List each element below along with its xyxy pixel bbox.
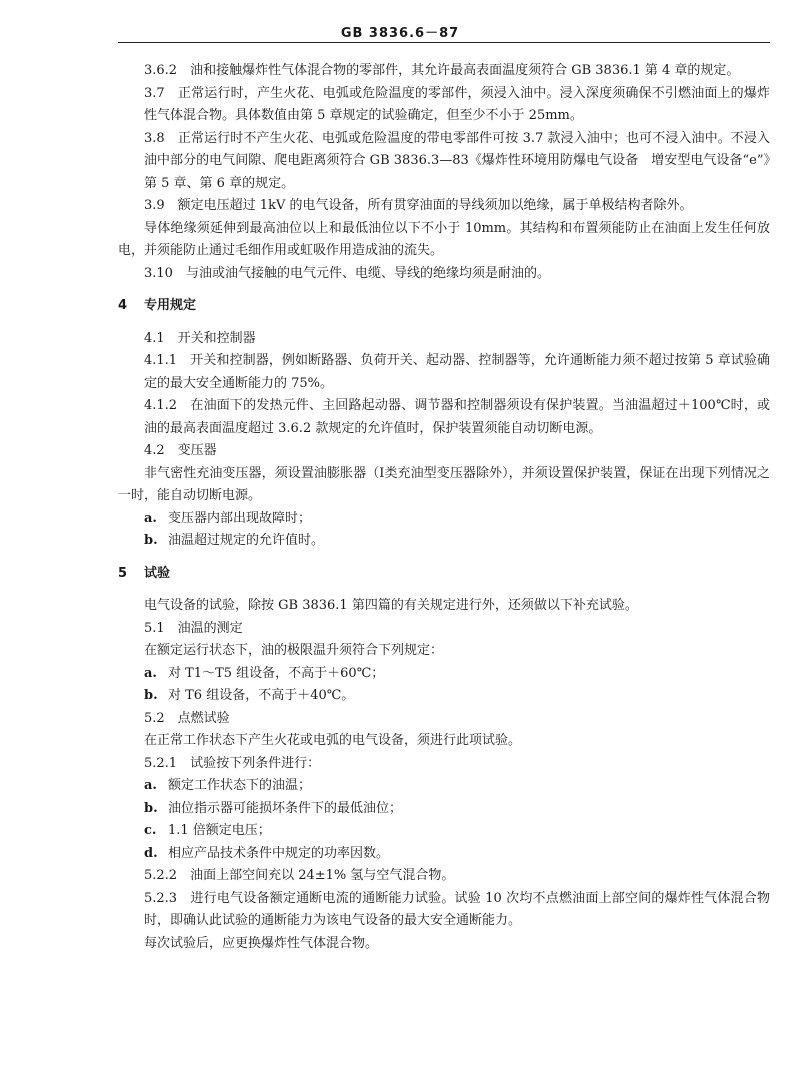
section-4-heading	[118, 295, 770, 318]
clause-4-1-2: 4.1.2 在油面下的发热元件、主回路起动器、调节器和控制器须设有保护装置。当油温超过＋100℃时，或油的最高表面温度超过 3.6.2 款规定的允许值时，保护装置须能自动切断电源。	[144, 398, 770, 436]
list-item-text: 对 T6 组设备，不高于＋40℃。	[168, 688, 355, 703]
clause-4-1-1: 4.1.1 开关和控制器，例如断路器、负荷开关、起动器、控制器等，允许通断能力须不超过按第 5 章试验确定的最大安全通断能力的 75%。	[144, 353, 770, 391]
list-item	[118, 820, 770, 843]
list-item-text: 相应产品技术条件中规定的功率因数。	[168, 845, 390, 861]
list-item	[118, 508, 770, 531]
list-item-text: 变压器内部出现故障时；	[168, 510, 312, 526]
section-5-title: 试验	[144, 565, 171, 581]
list-item	[118, 843, 770, 866]
list-item-text: 额定工作状态下的油温；	[168, 778, 312, 793]
list-item-text: 油温超过规定的允许值时。	[168, 533, 325, 548]
section-5-number: 5	[118, 565, 128, 581]
clause-3-7: 3.7 正常运行时，产生火花、电弧或危险温度的零部件，须浸入油中。浸入深度须确保不引燃油面上的爆炸性气体混合物。具体数值由第 5 章规定的试验确定，但至少不小于 25mm。	[144, 85, 770, 123]
clause-4-2-paragraph: 非气密性充油变压器，须设置油膨胀器（Ⅰ类充油型变压器除外），并须设置保护装置，保证在出现下列情况之一时，能自动切断电源。	[118, 465, 770, 503]
list-item	[118, 685, 770, 708]
section-5-heading	[118, 563, 770, 586]
list-item-text: 对 T1～T5 组设备，不高于＋60℃；	[168, 665, 385, 681]
clause-3-9: 3.9 额定电压超过 1kV 的电气设备，所有贯穿油面的导线须加以绝缘，属于单极结构者除外。	[144, 198, 693, 213]
list-item	[118, 798, 770, 821]
clause-5-2-paragraph: 在正常工作状态下产生火花或电弧的电气设备，须进行此项试验。	[144, 733, 522, 748]
clause-4-1: 4.1 开关和控制器	[144, 330, 256, 346]
clause-4-2: 4.2 变压器	[144, 443, 217, 458]
list-item-marker: a.	[144, 510, 157, 526]
clause-5-2: 5.2 点燃试验	[144, 710, 230, 726]
list-item-marker: a.	[144, 665, 157, 681]
clause-3-9-paragraph: 导体绝缘须延伸到最高油位以上和最低油位以下不小于 10mm。其结构和布置须能防止在油面上发生任何放电，并须能防止通过毛细作用或虹吸作用造成油的流失。	[118, 220, 770, 258]
list-item	[118, 775, 770, 798]
list-item-marker: c.	[144, 823, 157, 838]
clause-5-2-2: 5.2.2 油面上部空间充以 24±1% 氢与空气混合物。	[144, 868, 455, 883]
list-item-text: 1.1 倍额定电压；	[168, 823, 271, 838]
page-header: GB 3836.6－87	[340, 26, 460, 41]
clause-3-8: 3.8 正常运行时不产生火花、电弧或危险温度的带电零部件可按 3.7 款浸入油中；也可不浸入油中。不浸入油中部分的电气间隙、爬电距离须符合 GB 3836.3—83《爆炸性环境用防爆电气设备 增安型电气设备“e”》第 5 章、第 6 章的规定。	[144, 130, 770, 191]
list-item-marker: d.	[144, 845, 158, 861]
clause-3-10: 3.10 与油或油气接触的电气元件、电缆、导线的绝缘均须是耐油的。	[144, 265, 550, 281]
document-body	[118, 60, 770, 955]
clause-3-6-2: 3.6.2 油和接触爆炸性气体混合物的零部件，其允许最高表面温度须符合 GB 3836.1 第 4 章的规定。	[144, 63, 740, 78]
list-item-marker: b.	[144, 688, 158, 703]
list-item-marker: a.	[144, 778, 157, 793]
list-item	[118, 530, 770, 553]
list-item-marker: b.	[144, 800, 158, 816]
list-item-text: 油位指示器可能损坏条件下的最低油位；	[168, 800, 403, 816]
list-item-marker: b.	[144, 533, 158, 548]
clause-5-2-1: 5.2.1 试验按下列条件进行：	[144, 755, 321, 771]
section-5-intro: 电气设备的试验，除按 GB 3836.1 第四篇的有关规定进行外，还须做以下补充试验。	[144, 598, 638, 613]
list-item	[118, 663, 770, 686]
clause-5-2-3-paragraph: 每次试验后，应更换爆炸性气体混合物。	[144, 935, 379, 951]
header-rule	[118, 42, 770, 43]
section-4-number: 4	[118, 298, 128, 313]
clause-5-1: 5.1 油温的测定	[144, 620, 243, 636]
clause-5-1-paragraph: 在额定运行状态下，油的极限温升须符合下列规定：	[144, 643, 444, 658]
section-4-title: 专用规定	[144, 298, 197, 313]
clause-5-2-3: 5.2.3 进行电气设备额定通断电流的通断能力试验。试验 10 次均不点燃油面上部空间的爆炸性气体混合物时，即确认此试验的通断能力为该电气设备的最大安全通断能力。	[144, 890, 770, 928]
